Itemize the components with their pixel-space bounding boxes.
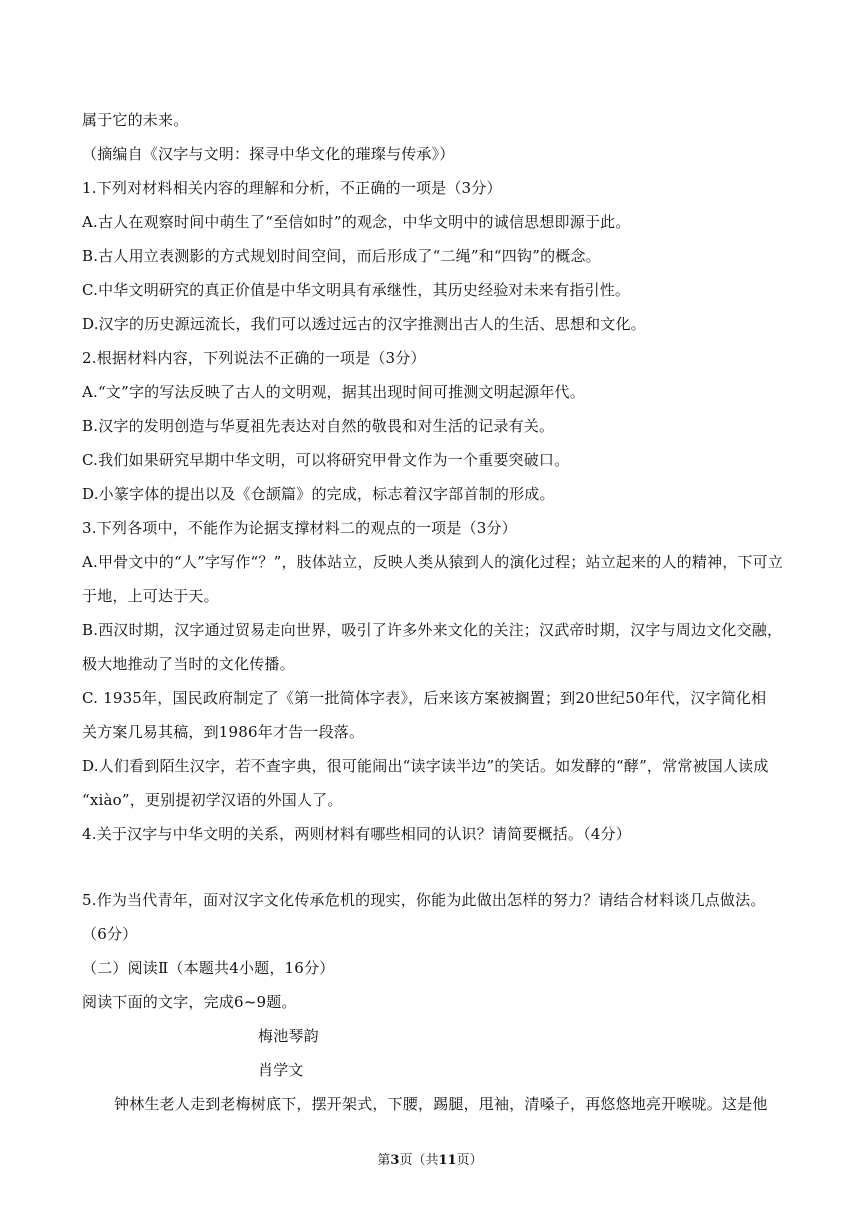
option-3d: D.人们看到陌生汉字，若不查字典，很可能闹出“读字读半边”的笑话。如发酵的“酵”，常常被国人读成: [82, 757, 769, 775]
option-1a: A.古人在观察时间中萌生了“至信如时”的观念，中华文明中的诚信思想即源于此。: [82, 213, 631, 231]
option-3d-cont: “xiào”，更别提初学汉语的外国人了。: [82, 791, 343, 809]
footer-page-number: 3: [390, 1153, 400, 1168]
story-paragraph: 钟林生老人走到老梅树底下，摆开架式，下腰，踢腿，甩袖，清嗓子，再悠悠地亮开喉咙。这是他: [114, 1095, 768, 1113]
option-1b: B.古人用立表测影的方式规划时间空间，而后形成了“二绳”和“四钩”的概念。: [82, 247, 601, 265]
footer-total-pages: 11: [438, 1153, 457, 1168]
option-2b: B.汉字的发明创造与华夏祖先表达对自然的敬畏和对生活的记录有关。: [82, 417, 555, 435]
reading-instruction: 阅读下面的文字，完成6~9题。: [82, 993, 297, 1011]
option-2d: D.小篆字体的提出以及《仓颉篇》的完成，标志着汉字部首制的形成。: [82, 485, 555, 503]
option-3c-cont: 关方案几易其稿，到1986年才告一段落。: [82, 723, 365, 741]
footer-middle: 页（共: [399, 1153, 439, 1168]
option-3a-cont: 于地，上可达于天。: [82, 587, 219, 605]
question-5: 5.作为当代青年，面对汉字文化传承危机的现实，你能为此做出怎样的努力？请结合材料谈几点做法。: [82, 891, 766, 909]
story-title: 梅池琴韵: [258, 1027, 319, 1045]
source-citation: （摘编自《汉字与文明：探寻中华文化的璀璨与传承》）: [82, 145, 455, 163]
question-2: 2.根据材料内容，下列说法不正确的一项是（3分）: [82, 349, 426, 367]
option-2c: C.我们如果研究早期中华文明，可以将研究甲骨文作为一个重要突破口。: [82, 451, 570, 469]
question-3: 3.下列各项中，不能作为论据支撑材料二的观点的一项是（3分）: [82, 519, 517, 537]
question-5-cont: （6分）: [82, 925, 138, 943]
question-4: 4.关于汉字与中华文明的关系，两则材料有哪些相同的认识？请简要概括。（4分）: [82, 825, 631, 843]
story-author: 肖学文: [258, 1061, 304, 1079]
option-3c: C. 1935年，国民政府制定了《第一批简体字表》，后来该方案被搁置；到20世纪50年代，汉字简化相: [82, 689, 767, 707]
page-footer: [0, 1152, 860, 1170]
option-3b: B.西汉时期，汉字通过贸易走向世界，吸引了许多外来文化的关注；汉武帝时期，汉字与周边文化交融，: [82, 621, 783, 639]
text-line: 属于它的未来。: [82, 111, 189, 129]
question-1: 1.下列对材料相关内容的理解和分析，不正确的一项是（3分）: [82, 179, 502, 197]
section-heading: （二）阅读Ⅱ（本题共4小题，16分）: [82, 959, 335, 977]
footer-suffix: 页）: [456, 1153, 483, 1168]
option-2a: A.“文”字的写法反映了古人的文明观，据其出现时间可推测文明起源年代。: [82, 383, 585, 401]
option-3a: A.甲骨文中的“人”字写作“？”，肢体站立，反映人类从猿到人的演化过程；站立起来的人的精神，下可立: [82, 553, 784, 571]
footer-prefix: 第: [377, 1153, 391, 1168]
option-1c: C.中华文明研究的真正价值是中华文明具有承继性，其历史经验对未来有指引性。: [82, 281, 631, 299]
option-3b-cont: 极大地推动了当时的文化传播。: [82, 655, 295, 673]
option-1d: D.汉字的历史源远流长，我们可以透过远古的汉字推测出古人的生活、思想和文化。: [82, 315, 646, 333]
